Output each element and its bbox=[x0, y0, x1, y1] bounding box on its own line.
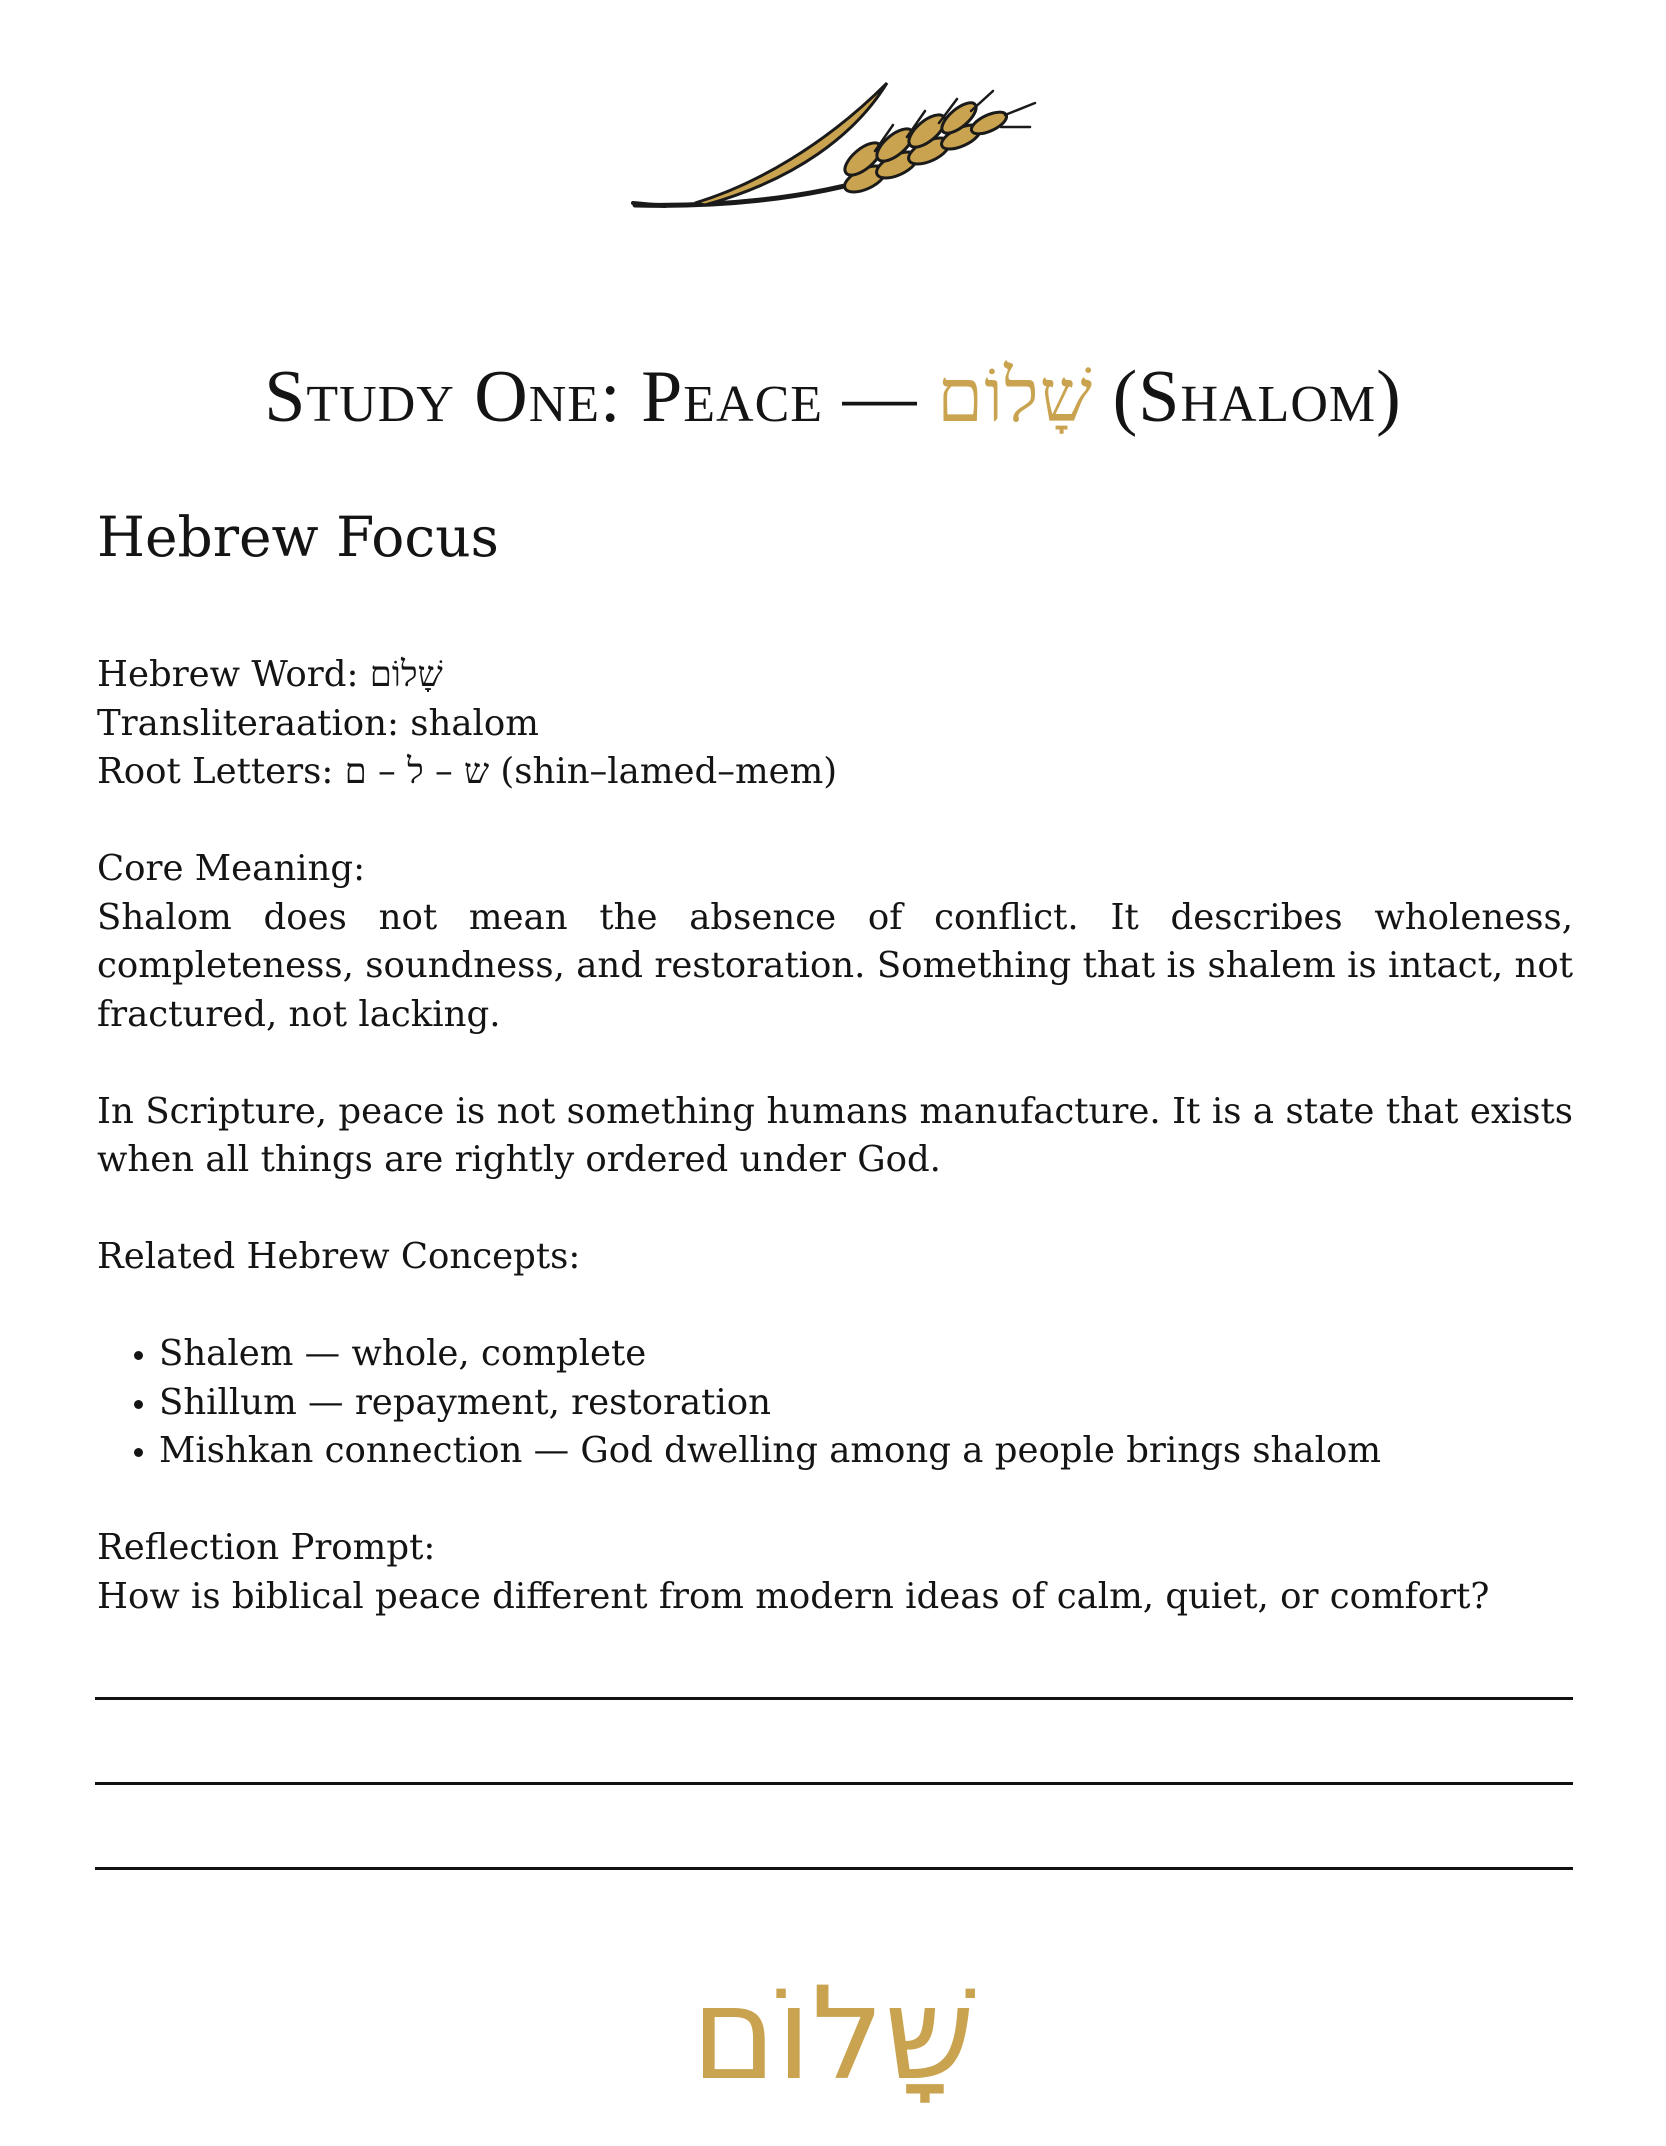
reflection bbox=[97, 1524, 1573, 1621]
study-content bbox=[97, 651, 1573, 1670]
answer-line[interactable] bbox=[95, 1697, 1573, 1700]
list-item: • Mishkan connection — God dwelling among a people brings shalom bbox=[159, 1427, 1573, 1476]
reflection-prompt: How is biblical peace different from modern ideas of calm, quiet, or comfort? bbox=[97, 1575, 1490, 1617]
wheat-stalk-icon bbox=[625, 75, 1045, 225]
root-letters-line: Root Letters: ש – ל – ם (shin–lamed–mem) bbox=[97, 751, 838, 792]
footer-hebrew-word: שָׁלוֹם bbox=[691, 1960, 975, 2109]
answer-line[interactable] bbox=[95, 1867, 1573, 1870]
core-meaning-paragraph-1: Shalom does not mean the absence of conflict. It describes wholeness, completeness, soundness, and restoration. Something that is shalem is intact, not fractured, not lacking. bbox=[97, 896, 1573, 1035]
related-concepts-label: Related Hebrew Concepts: bbox=[97, 1236, 581, 1277]
reflection-label: Reflection Prompt: bbox=[97, 1527, 436, 1568]
section-heading: Hebrew Focus bbox=[97, 505, 499, 569]
related-concepts-list bbox=[97, 1330, 1573, 1476]
word-info bbox=[97, 651, 1573, 797]
list-item: • Shalem — whole, complete bbox=[159, 1330, 1573, 1379]
hebrew-word-line: Hebrew Word: שָׁלוֹם bbox=[97, 654, 443, 695]
title-hebrew-word: שָׁלוֹם bbox=[937, 356, 1094, 438]
core-meaning bbox=[97, 845, 1573, 1039]
core-meaning-label: Core Meaning: bbox=[97, 848, 366, 889]
answer-line[interactable] bbox=[95, 1782, 1573, 1785]
list-item: • Shillum — repayment, restoration bbox=[159, 1379, 1573, 1428]
title-suffix: (Shalom) bbox=[1093, 356, 1402, 438]
page-title bbox=[0, 352, 1666, 442]
transliteration-line: Transliteraation: shalom bbox=[97, 702, 539, 744]
title-prefix: Study One: Peace — bbox=[264, 356, 938, 438]
core-meaning-paragraph-2: In Scripture, peace is not something humans manufacture. It is a state that exists when all things are rightly ordered under God. bbox=[97, 1090, 1573, 1180]
